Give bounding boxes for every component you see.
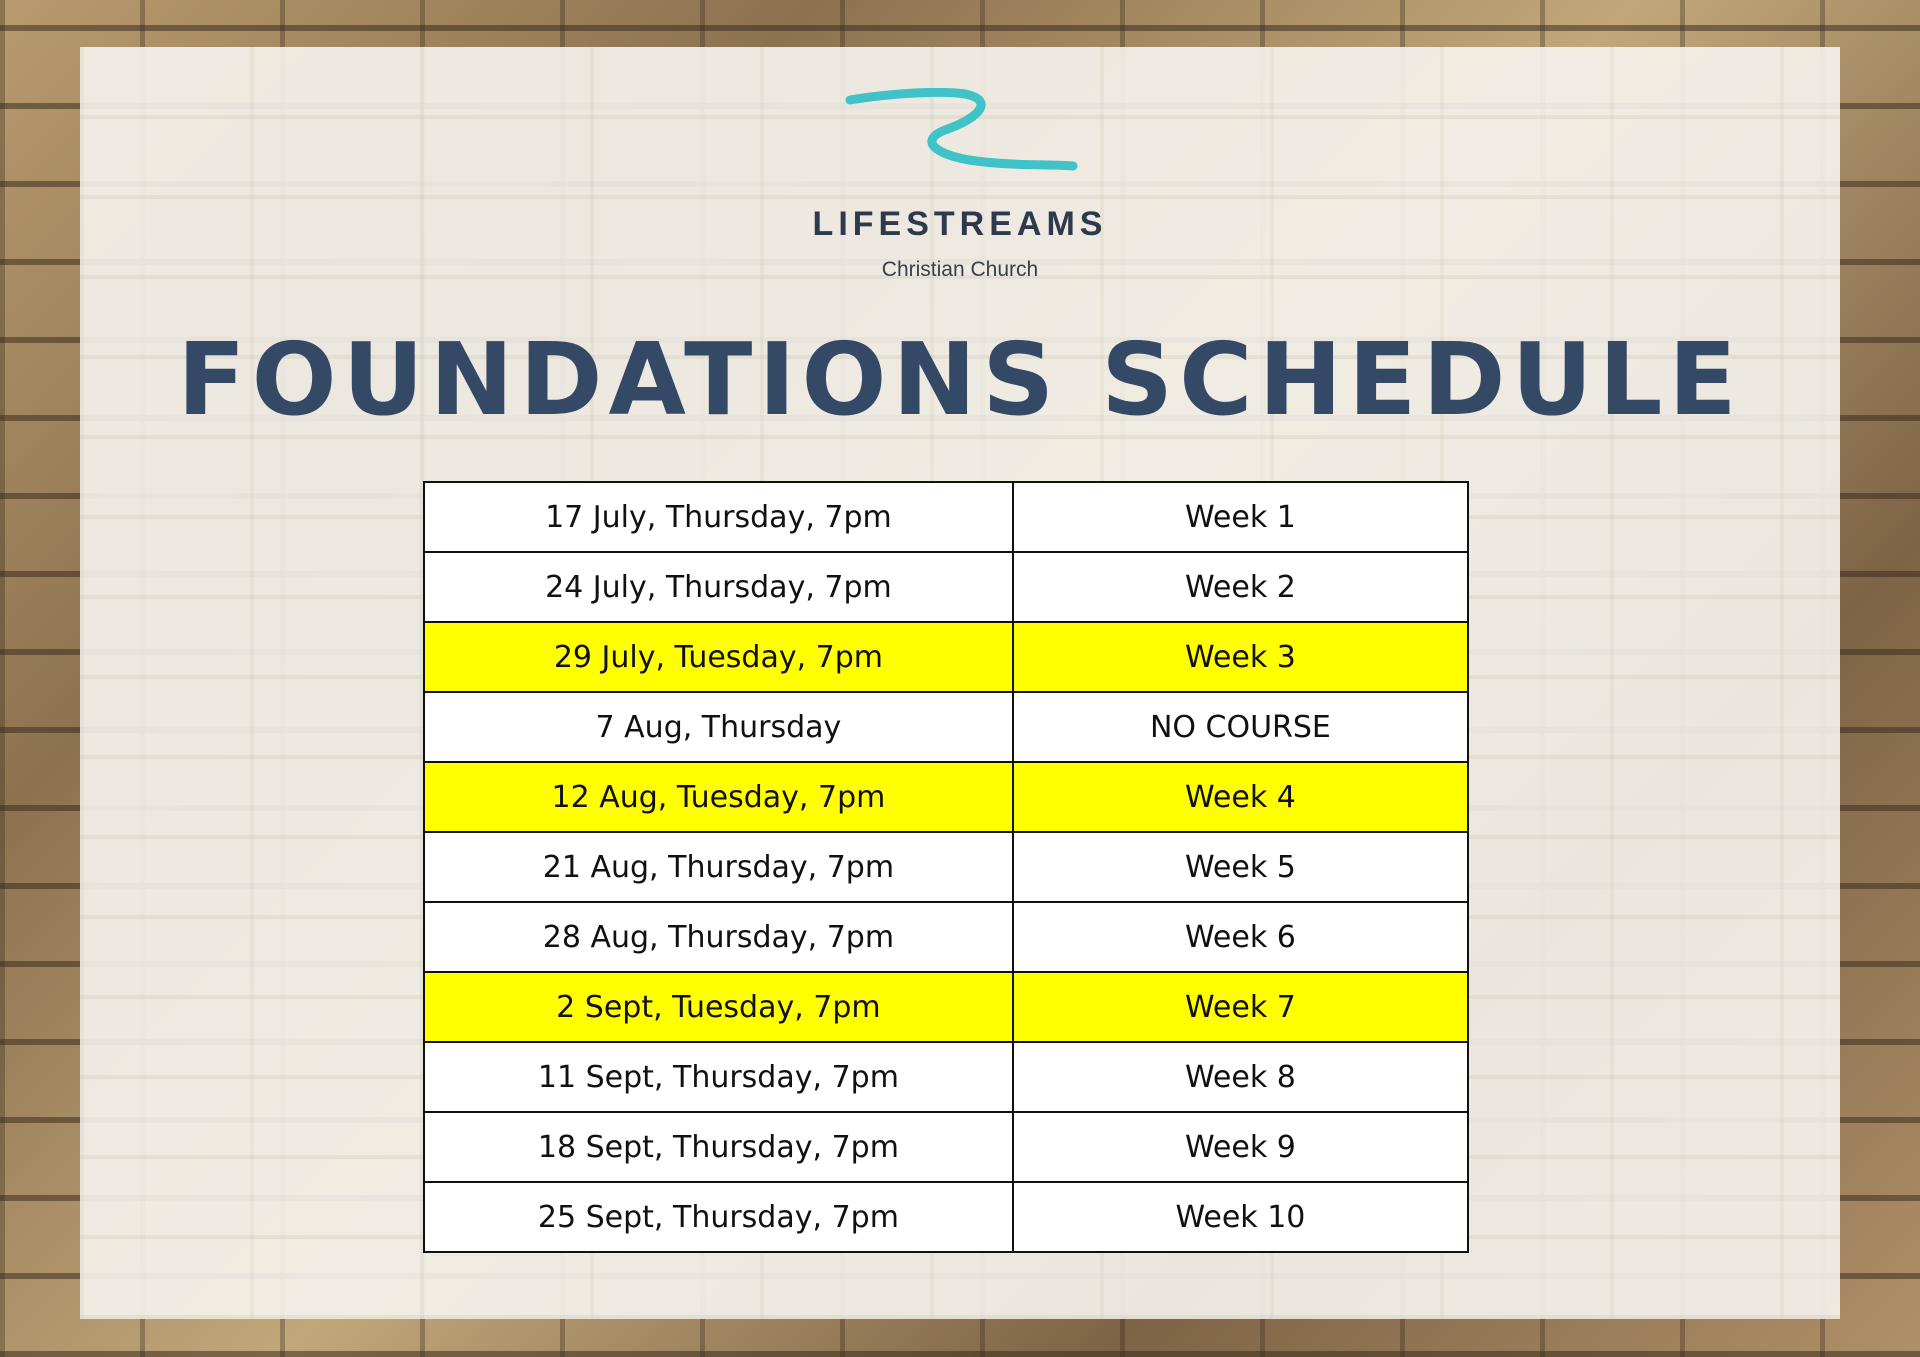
date-cell: 29 July, Tuesday, 7pm (424, 622, 1013, 692)
schedule-table-body (424, 482, 1468, 1252)
table-row-highlighted (424, 762, 1468, 832)
table-row (424, 1042, 1468, 1112)
date-cell: 17 July, Thursday, 7pm (424, 482, 1013, 552)
date-cell: 28 Aug, Thursday, 7pm (424, 902, 1013, 972)
week-cell: Week 8 (1013, 1042, 1468, 1112)
week-cell: Week 1 (1013, 482, 1468, 552)
brand-subtitle: Christian Church (881, 258, 1039, 281)
table-row (424, 1112, 1468, 1182)
date-cell: 24 July, Thursday, 7pm (424, 552, 1013, 622)
table-row (424, 482, 1468, 552)
week-cell: Week 4 (1013, 762, 1468, 832)
week-cell: Week 10 (1013, 1182, 1468, 1252)
week-cell: Week 5 (1013, 832, 1468, 902)
table-row-highlighted (424, 972, 1468, 1042)
date-cell: 7 Aug, Thursday (424, 692, 1013, 762)
week-cell: Week 3 (1013, 622, 1468, 692)
table-row (424, 832, 1468, 902)
brand-name: LIFESTREAMS (812, 205, 1108, 243)
page-title: FOUNDATIONS SCHEDULE (177, 321, 1743, 438)
week-cell: NO COURSE (1013, 692, 1468, 762)
table-row (424, 552, 1468, 622)
week-cell: Week 6 (1013, 902, 1468, 972)
table-row (424, 692, 1468, 762)
table-row (424, 902, 1468, 972)
date-cell: 12 Aug, Tuesday, 7pm (424, 762, 1013, 832)
week-cell: Week 9 (1013, 1112, 1468, 1182)
date-cell: 2 Sept, Tuesday, 7pm (424, 972, 1013, 1042)
wave-stroke-icon (845, 88, 1080, 174)
date-cell: 25 Sept, Thursday, 7pm (424, 1182, 1013, 1252)
date-cell: 11 Sept, Thursday, 7pm (424, 1042, 1013, 1112)
schedule-table (423, 481, 1469, 1253)
date-cell: 21 Aug, Thursday, 7pm (424, 832, 1013, 902)
table-row-highlighted (424, 622, 1468, 692)
date-cell: 18 Sept, Thursday, 7pm (424, 1112, 1013, 1182)
week-cell: Week 2 (1013, 552, 1468, 622)
week-cell: Week 7 (1013, 972, 1468, 1042)
table-row (424, 1182, 1468, 1252)
